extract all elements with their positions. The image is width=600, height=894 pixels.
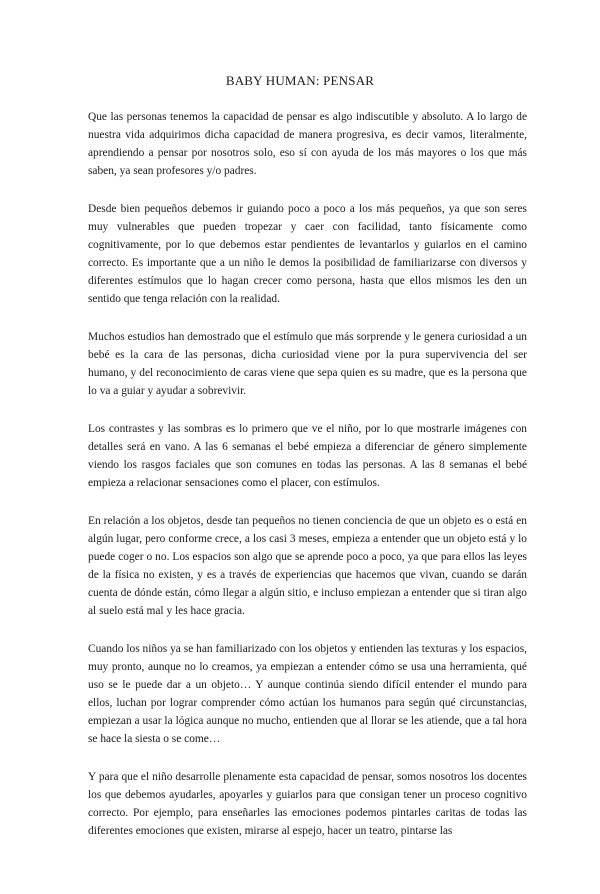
paragraph-4: Los contrastes y las sombras es lo primero que ve el niño, por lo que mostrarle imágenes con detalles será en vano. A las 6 semanas el bebé empieza a diferenciar de género simplemente viendo los rasgos faciales que son comunes en todas las personas. A las 8 semanas el bebé empieza a relacionar sensaciones como el placer, con estímulos.: [88, 423, 527, 489]
paragraph-2: Desde bien pequeños debemos ir guiando poco a poco a los más pequeños, ya que son seres muy vulnerables que pueden tropezar y caer con facilidad, tanto físicamente como cognitivamente, por lo que debemos estar pendientes de levantarlos y guiarlos en el camino correcto. Es importante que a un niño le demos la posibilidad de familiarizarse con diversos y diferentes estímulos que lo hagan crecer como persona, hasta que ellos mismos les den un sentido que tenga relación con la realidad.: [88, 203, 527, 305]
paragraph-6: Cuando los niños ya se han familiarizado con los objetos y entienden las texturas y los espacios, muy pronto, aunque no lo creamos, ya empiezan a entender cómo se usa una herramienta, qué uso se le puede dar a un objeto… Y aunque continúa siendo difícil entender el mundo para ellos, luchan por lograr comprender cómo actúan los humanos para según qué circunstancias, empiezan a usar la lógica aunque no mucho, entienden que al llorar se les atiende, que a tal hora se hace la siesta o se come…: [88, 643, 527, 745]
paragraph-3: Muchos estudios han demostrado que el estímulo que más sorprende y le genera curiosidad a un bebé es la cara de las personas, dicha curiosidad viene por la pura supervivencia del ser humano, y del reconocimiento de caras viene que sepa quien es su madre, que es la persona que lo va a guiar y ayudar a sobrevivir.: [88, 331, 527, 397]
paragraph-7: Y para que el niño desarrolle plenamente esta capacidad de pensar, somos nosotros los docentes los que debemos ayudarles, apoyarles y guiarlos para que consigan tener un proceso cognitivo correcto. Por ejemplo, para enseñarles las emociones podemos pintarles caritas de todas las diferentes emociones que existen, mirarse al espejo, hacer un teatro, pintarse las: [88, 771, 527, 837]
paragraph-1: Que las personas tenemos la capacidad de pensar es algo indiscutible y absoluto. A lo largo de nuestra vida adquirimos dicha capacidad de manera progresiva, es decir vamos, literalmente, aprendiendo a pensar por nosotros solo, eso sí con ayuda de los más mayores o los que más saben, ya sean profesores y/o padres.: [88, 111, 527, 177]
document-body: [88, 108, 527, 894]
paragraph-5: En relación a los objetos, desde tan pequeños no tienen conciencia de que un objeto es o está en algún lugar, pero conforme crece, a los casi 3 meses, empieza a entender que un objeto está y lo puede coger o no. Los espacios son algo que se aprende poco a poco, ya que para ellos las leyes de la física no existen, y es a través de experiencias que hacemos que vivan, cuando se darán cuenta de dónde están, cómo llegar a algún sitio, e incluso empiezan a entender que si tiran algo al suelo está mal y les hace gracia.: [88, 515, 527, 617]
document-title: BABY HUMAN: PENSAR: [225, 73, 375, 88]
